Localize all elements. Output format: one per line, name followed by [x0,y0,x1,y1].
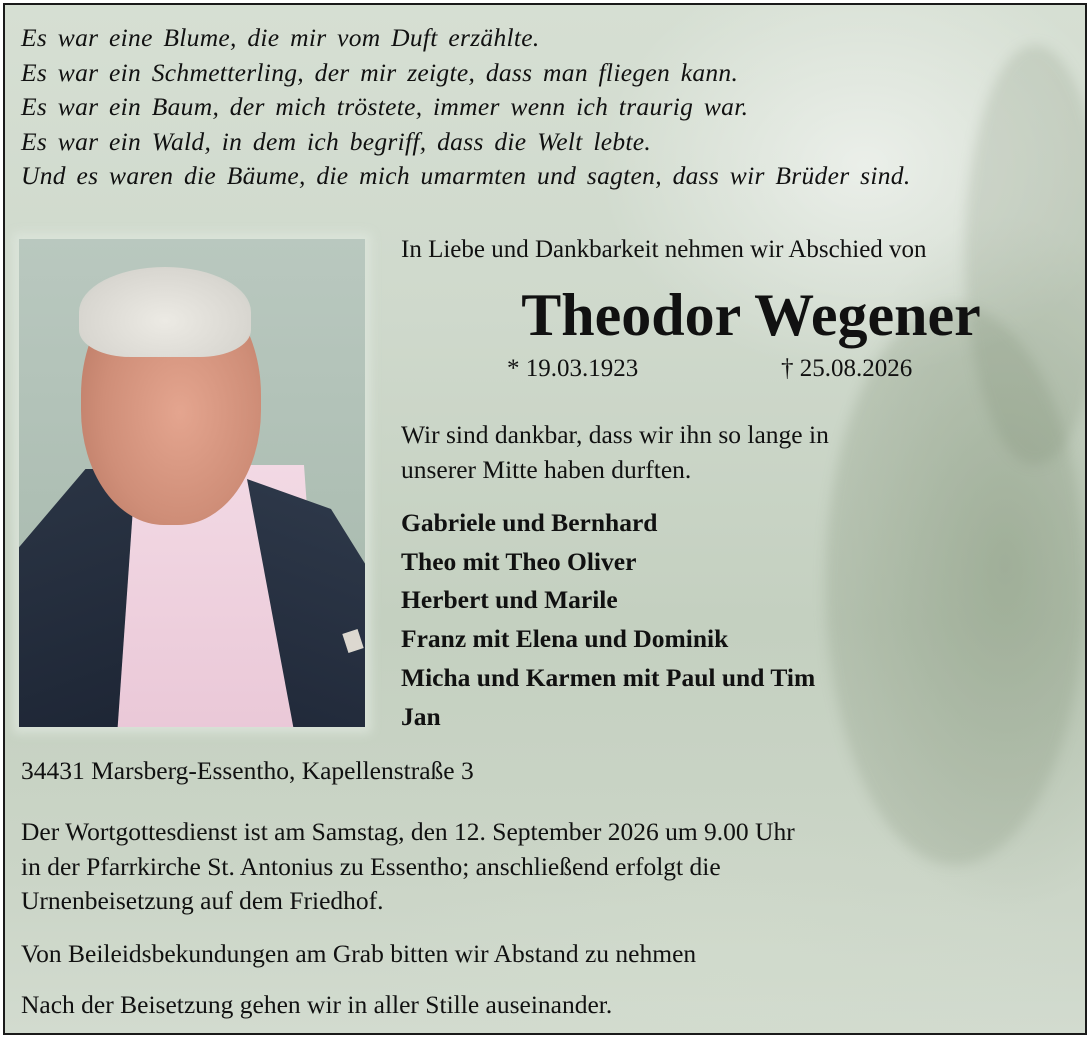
gratitude-line: unserer Mitte haben durften. [401,454,692,484]
birth-date: * 19.03.1923 [507,355,639,382]
poem-line: Es war ein Baum, der mich tröstete, immer wenn ich traurig war. [21,92,749,121]
mourners-list [401,504,1081,736]
mourner-entry: Herbert und Marile [401,585,618,615]
mourner-entry: Micha und Karmen mit Paul und Tim [401,662,816,692]
deceased-name: Theodor Wegener [521,282,981,348]
death-date: † 25.08.2026 [781,355,913,382]
portrait-hair [79,267,251,357]
poem-line: Es war eine Blume, die mir vom Duft erzählte. [21,23,540,52]
obituary-notice [3,3,1087,1035]
poem-line: Es war ein Wald, in dem ich begriff, dass die Welt lebte. [21,126,652,156]
service-line: Urnenbeisetzung auf dem Friedhof. [21,886,384,915]
mourner-entry: Theo mit Theo Oliver [401,546,637,576]
mourner-entry: Jan [401,701,441,731]
poem [21,21,1081,194]
mourning-address: 34431 Marsberg-Essentho, Kapellenstraße 3 [21,756,474,785]
gratitude-text [401,418,1081,487]
mourner-entry: Franz mit Elena und Dominik [401,624,729,654]
poem-line: Es war ein Schmetterling, der mir zeigte, dass man fliegen kann. [21,57,739,87]
portrait-photo [19,239,365,727]
condolence-note: Von Beileidsbekundungen am Grab bitten wir Abstand zu nehmen [21,939,697,968]
service-info [21,815,1081,919]
gratitude-line: Wir sind dankbar, dass wir ihn so lange in [401,420,829,449]
service-line: Der Wortgottesdienst ist am Samstag, den 12. September 2026 um 9.00 Uhr [21,817,795,846]
service-line: in der Pfarrkirche St. Antonius zu Essentho; anschließend erfolgt die [21,851,721,881]
farewell-intro: In Liebe und Dankbarkeit nehmen wir Abschied von [401,236,927,263]
closing-note: Nach der Beisetzung gehen wir in aller Stille auseinander. [21,990,613,1019]
mourner-entry: Gabriele und Bernhard [401,508,658,537]
poem-line: Und es waren die Bäume, die mich umarmten und sagten, dass wir Brüder sind. [21,161,911,190]
